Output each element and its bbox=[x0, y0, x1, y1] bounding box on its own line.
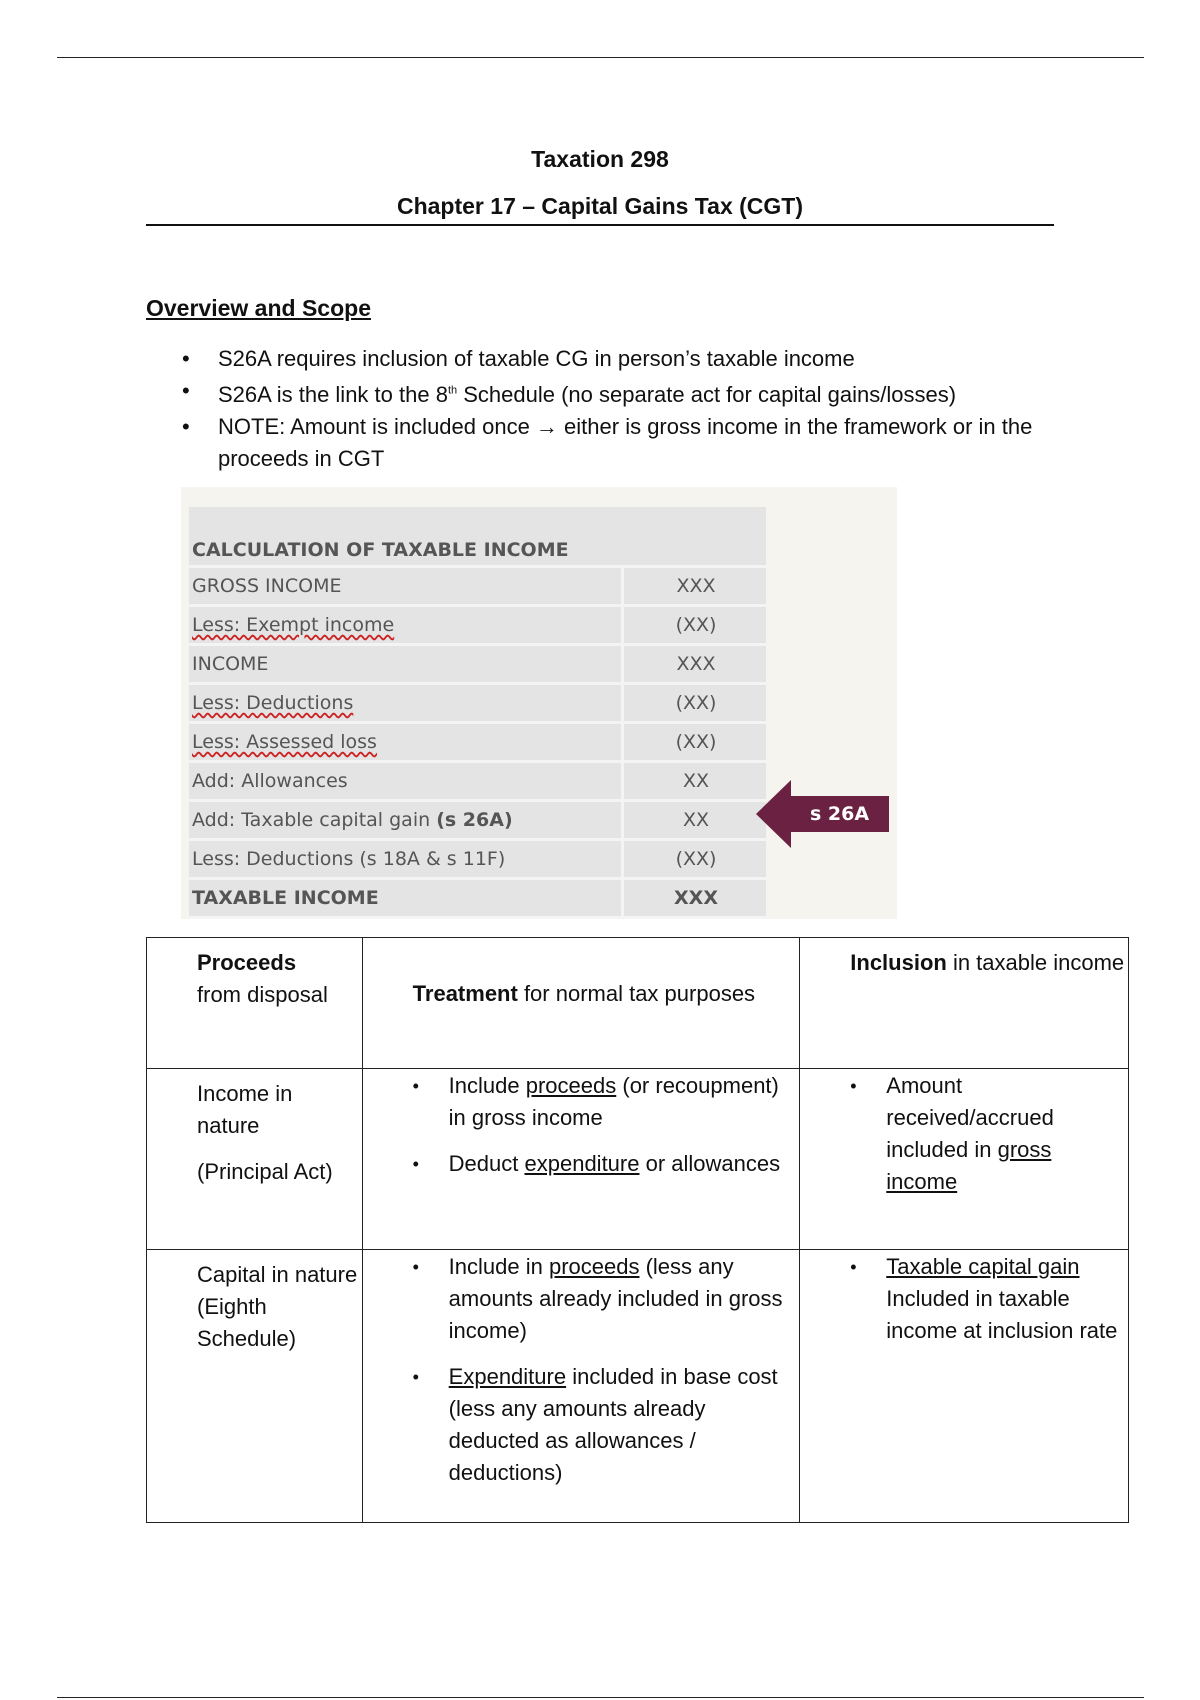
calculation-row bbox=[189, 645, 766, 684]
row-amount: XX bbox=[623, 762, 767, 801]
treatment-bullet: • Deduct expenditure or allowances bbox=[413, 1148, 799, 1180]
calculation-total-row bbox=[189, 879, 766, 918]
row-label: Less: Deductions bbox=[189, 684, 623, 723]
page-bottom-rule bbox=[57, 1697, 1144, 1698]
bullet-dot-icon: • bbox=[182, 378, 190, 403]
bullet-text: S26A is the link to the 8th Schedule (no separate act for capital gains/losses) bbox=[218, 382, 957, 408]
row-label: Less: Exempt income bbox=[189, 606, 623, 645]
section-heading-overview: Overview and Scope bbox=[146, 295, 371, 321]
treatment-row-capital bbox=[147, 1250, 1129, 1523]
row-inclusion-cell bbox=[800, 1069, 1129, 1250]
calculation-heading: CALCULATION OF TAXABLE INCOME bbox=[189, 507, 766, 567]
treatment-bullet: • Expenditure included in base cost (less any amounts already deducted as allowances / deductions) bbox=[413, 1361, 799, 1489]
row-amount: (XX) bbox=[623, 684, 767, 723]
row-label: Less: Deductions (s 18A & s 11F) bbox=[189, 840, 623, 879]
row-treatment-cell bbox=[362, 1069, 800, 1250]
header-treatment-cell: Treatment for normal tax purposes bbox=[362, 938, 800, 1069]
calculation-heading-row bbox=[189, 507, 766, 567]
inclusion-bullet: • Amount received/accrued included in gross income bbox=[850, 1070, 1127, 1198]
row-label: GROSS INCOME bbox=[189, 567, 623, 606]
row-category-cell: Capital in nature (Eighth Schedule) bbox=[147, 1250, 363, 1523]
document-title: Taxation 298 bbox=[531, 146, 669, 172]
row-label: INCOME bbox=[189, 645, 623, 684]
s26a-callout-label: s 26A bbox=[790, 796, 889, 832]
overview-bullet bbox=[146, 411, 1066, 475]
calculation-row bbox=[189, 840, 766, 879]
row-amount: XXX bbox=[623, 567, 767, 606]
header-inclusion-cell: Inclusion in taxable income bbox=[800, 938, 1129, 1069]
bullet-dot-icon: • bbox=[850, 1076, 857, 1096]
row-amount: (XX) bbox=[623, 606, 767, 645]
treatment-table bbox=[146, 937, 1129, 1523]
row-label: Add: Taxable capital gain (s 26A) bbox=[189, 801, 623, 840]
page-top-rule bbox=[57, 57, 1144, 58]
calculation-row bbox=[189, 801, 766, 840]
calculation-row bbox=[189, 684, 766, 723]
overview-bullet bbox=[146, 375, 1066, 411]
bullet-dot-icon: • bbox=[850, 1257, 857, 1277]
row-category-cell: Income in nature (Principal Act) bbox=[147, 1069, 363, 1250]
row-label: Add: Allowances bbox=[189, 762, 623, 801]
s26a-callout-arrow bbox=[756, 780, 889, 848]
bullet-dot-icon: • bbox=[412, 1076, 419, 1096]
bullet-dot-icon: • bbox=[182, 346, 190, 371]
row-amount: (XX) bbox=[623, 840, 767, 879]
row-amount: (XX) bbox=[623, 723, 767, 762]
row-amount: XXX bbox=[623, 879, 767, 918]
calculation-row bbox=[189, 567, 766, 606]
subtitle-underline bbox=[146, 224, 1054, 226]
inclusion-bullet: • Taxable capital gain Included in taxable income at inclusion rate bbox=[850, 1251, 1127, 1347]
treatment-bullet: • Include in proceeds (less any amounts already included in gross income) bbox=[413, 1251, 799, 1347]
chapter-subtitle: Chapter 17 – Capital Gains Tax (CGT) bbox=[396, 193, 803, 219]
arrow-left-icon bbox=[756, 780, 791, 848]
row-amount: XXX bbox=[623, 645, 767, 684]
treatment-row-income bbox=[147, 1069, 1129, 1250]
row-label: TAXABLE INCOME bbox=[189, 879, 623, 918]
treatment-bullet: • Include proceeds (or recoupment) in gross income bbox=[413, 1070, 799, 1134]
calculation-table bbox=[189, 507, 766, 919]
overview-bullet-list bbox=[146, 343, 1066, 475]
calculation-row bbox=[189, 762, 766, 801]
bullet-text: NOTE: Amount is included once → either is gross income in the framework or in the proceeds in CGT bbox=[218, 414, 1033, 472]
bullet-dot-icon: • bbox=[182, 414, 190, 440]
calculation-row bbox=[189, 723, 766, 762]
bullet-text: S26A requires inclusion of taxable CG in person’s taxable income bbox=[218, 346, 855, 371]
bullet-dot-icon: • bbox=[412, 1367, 419, 1387]
row-label: Less: Assessed loss bbox=[189, 723, 623, 762]
bullet-dot-icon: • bbox=[412, 1154, 419, 1174]
bullet-dot-icon: • bbox=[412, 1257, 419, 1277]
row-amount: XX bbox=[623, 801, 767, 840]
calculation-row bbox=[189, 606, 766, 645]
taxable-income-calculation-image bbox=[181, 487, 897, 919]
row-inclusion-cell bbox=[800, 1250, 1129, 1523]
treatment-header-row bbox=[147, 938, 1129, 1069]
overview-bullet bbox=[146, 343, 1066, 375]
header-proceeds-cell: Proceeds from disposal bbox=[147, 938, 363, 1069]
row-treatment-cell bbox=[362, 1250, 800, 1523]
